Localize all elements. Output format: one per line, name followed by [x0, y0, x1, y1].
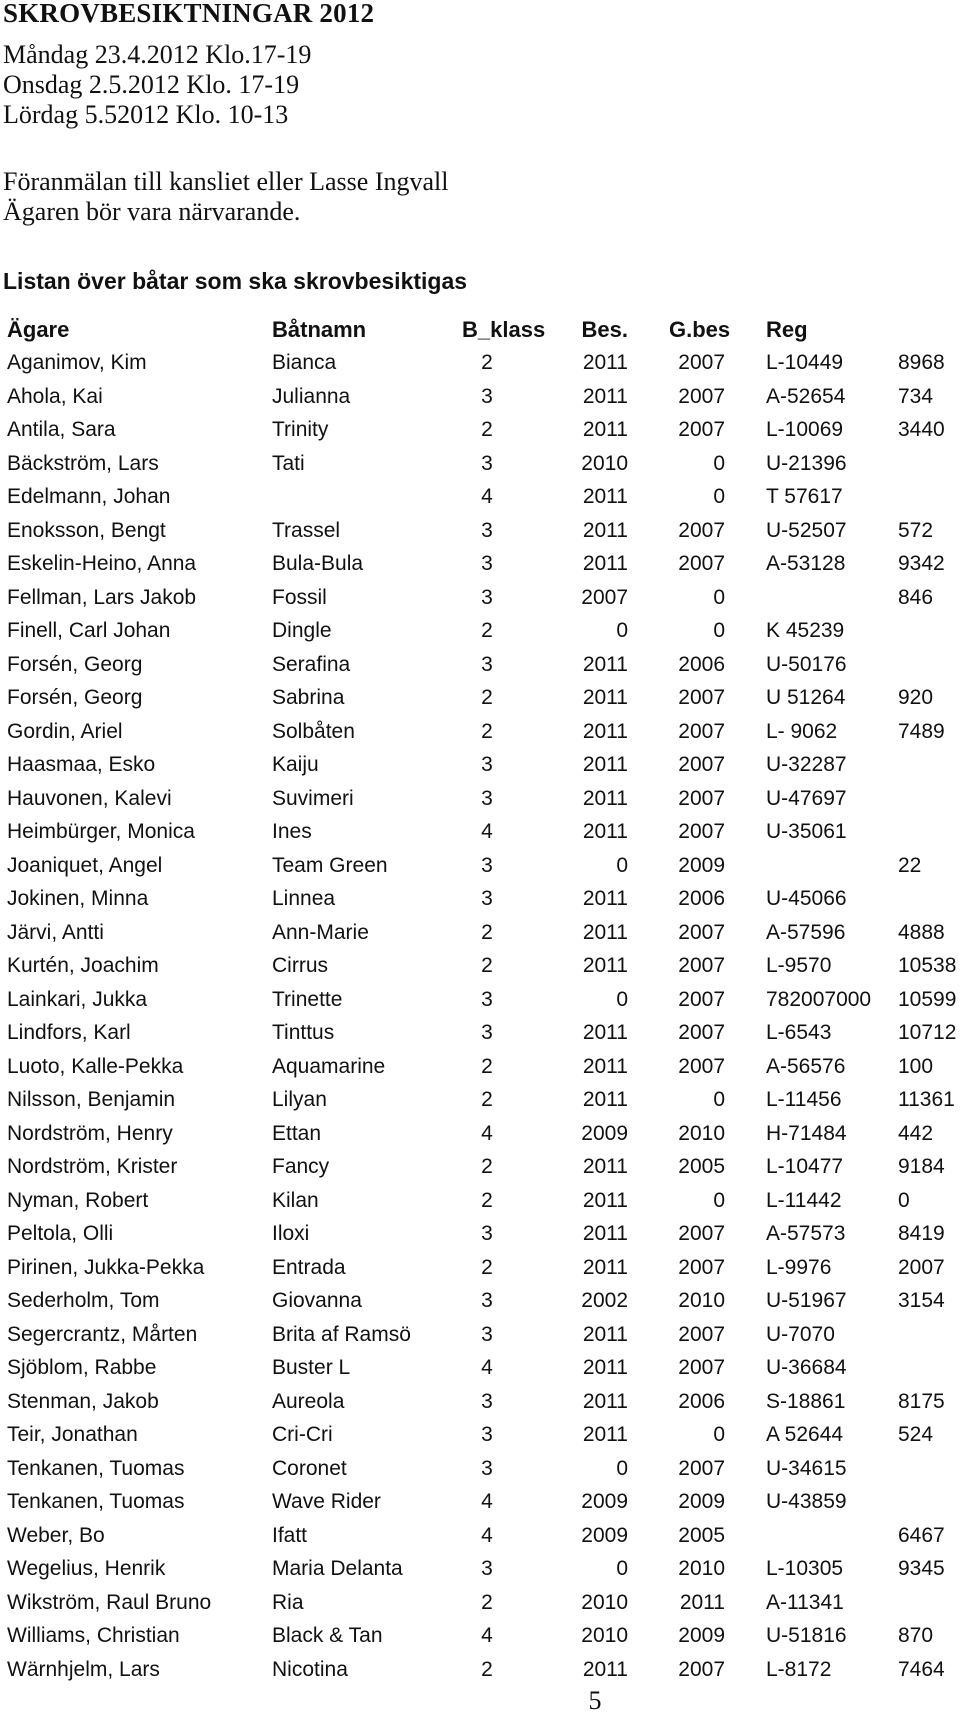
inspection-year-cell: 2010	[581, 1624, 628, 1647]
inspection-year-cell: 0	[616, 853, 628, 877]
boat-name-cell: Black & Tan	[272, 1624, 383, 1647]
boat-class-cell: 3	[481, 753, 493, 776]
owner-cell: Sjöblom, Rabbe	[7, 1356, 157, 1379]
owner-cell: Wikström, Raul Bruno	[7, 1590, 212, 1614]
base-inspection-year-cell: 2009	[678, 853, 725, 877]
registration-cell: A-53128	[766, 552, 846, 575]
boat-class-cell: 3	[481, 987, 493, 1011]
boat-class-cell: 2	[481, 1657, 493, 1681]
owner-cell: Lindfors, Karl	[7, 1021, 131, 1044]
boat-class-cell: 4	[481, 820, 493, 843]
number-cell: 7464	[898, 1657, 945, 1681]
base-inspection-year-cell: 2007	[678, 753, 725, 776]
boat-name-cell: Solbåten	[272, 719, 355, 743]
inspection-year-cell: 0	[616, 619, 628, 642]
boat-name-cell: Ann-Marie	[272, 920, 369, 944]
header-boat-class: B_klass	[462, 317, 546, 342]
base-inspection-year-cell: 2010	[678, 1121, 725, 1145]
owner-cell: Teir, Jonathan	[7, 1423, 138, 1446]
inspection-year-cell: 2011	[582, 1155, 628, 1178]
base-inspection-year-cell: 2007	[678, 954, 725, 977]
base-inspection-year-cell: 2007	[678, 1456, 725, 1480]
base-inspection-year-cell: 2007	[678, 384, 725, 408]
inspection-year-cell: 2011	[582, 820, 628, 843]
boat-class-cell: 3	[481, 585, 493, 609]
owner-cell: Luoto, Kalle-Pekka	[7, 1054, 184, 1078]
boat-class-cell: 4	[481, 1121, 493, 1145]
owner-cell: Nilsson, Benjamin	[7, 1088, 176, 1111]
number-cell: 9345	[898, 1557, 945, 1580]
boat-name-cell: Ines	[272, 820, 312, 843]
boat-name-cell: Dingle	[272, 619, 332, 642]
owner-cell: Tenkanen, Tuomas	[7, 1490, 185, 1513]
registration-cell: T 57617	[766, 485, 843, 508]
boat-name-cell: Cirrus	[272, 954, 328, 977]
inspection-year-cell: 2011	[582, 384, 628, 408]
owner-cell: Bäckström, Lars	[7, 451, 159, 475]
owner-cell: Williams, Christian	[7, 1624, 180, 1647]
boat-name-cell: Lilyan	[272, 1088, 327, 1111]
owner-cell: Kurtén, Joachim	[7, 954, 159, 977]
owner-cell: Aganimov, Kim	[7, 351, 147, 374]
inspection-year-cell: 2011	[582, 954, 628, 977]
schedule-line-3: Lördag 5.52012 Klo. 10-13	[3, 100, 289, 129]
base-inspection-year-cell: 2007	[678, 1255, 725, 1279]
number-cell: 11361	[898, 1088, 955, 1111]
boat-class-cell: 3	[481, 384, 493, 408]
boat-class-cell: 3	[481, 1456, 493, 1480]
boat-class-cell: 4	[481, 1624, 493, 1647]
registration-cell: U-34615	[766, 1456, 847, 1480]
inspection-year-cell: 2011	[582, 1423, 628, 1446]
inspection-year-cell: 2009	[581, 1121, 628, 1145]
number-cell: 9184	[898, 1155, 945, 1178]
inspection-year-cell: 2007	[581, 585, 628, 609]
base-inspection-year-cell: 2007	[678, 1657, 725, 1681]
base-inspection-year-cell: 2007	[678, 1222, 725, 1245]
number-cell: 3154	[898, 1289, 945, 1312]
owner-cell: Forsén, Georg	[7, 652, 143, 676]
registration-cell: A-57573	[766, 1222, 846, 1245]
owner-cell: Wärnhjelm, Lars	[7, 1657, 160, 1681]
number-cell: 8175	[898, 1389, 945, 1413]
boat-class-cell: 2	[481, 1155, 493, 1178]
boat-name-cell: Coronet	[272, 1456, 347, 1480]
boat-class-cell: 2	[481, 1088, 493, 1111]
inspection-year-cell: 2002	[581, 1289, 628, 1312]
number-cell: 920	[898, 686, 934, 709]
boat-name-cell: Tati	[272, 451, 305, 475]
registration-cell: L-9976	[766, 1255, 832, 1279]
inspection-year-cell: 2011	[582, 1188, 628, 1212]
registration-cell: L- 9062	[766, 719, 838, 743]
base-inspection-year-cell: 0	[713, 451, 725, 475]
boat-name-cell: Serafina	[272, 652, 351, 676]
registration-cell: L-6543	[766, 1021, 832, 1044]
owner-cell: Jokinen, Minna	[7, 887, 149, 910]
owner-cell: Segercrantz, Mårten	[7, 1322, 198, 1346]
base-inspection-year-cell: 2007	[678, 518, 725, 542]
number-cell: 10599	[898, 987, 957, 1011]
number-cell: 0	[898, 1188, 910, 1212]
base-inspection-year-cell: 2006	[678, 1389, 725, 1413]
boat-class-cell: 3	[481, 1222, 493, 1245]
registration-cell: A-52654	[766, 384, 846, 408]
registration-cell: L-11442	[766, 1188, 842, 1212]
registration-cell: L-11456	[766, 1088, 842, 1111]
inspection-year-cell: 2011	[582, 1054, 628, 1078]
number-cell: 9342	[898, 552, 945, 575]
boat-class-cell: 2	[481, 1054, 493, 1078]
boat-class-cell: 3	[481, 1021, 493, 1044]
owner-cell: Wegelius, Henrik	[7, 1557, 166, 1580]
boat-class-cell: 3	[481, 1423, 493, 1446]
owner-cell: Finell, Carl Johan	[7, 619, 171, 642]
boat-class-cell: 3	[481, 853, 493, 877]
boat-class-cell: 3	[481, 451, 493, 475]
registration-cell: U 51264	[766, 686, 846, 709]
inspection-year-cell: 2011	[582, 686, 628, 709]
number-cell: 6467	[898, 1523, 945, 1547]
base-inspection-year-cell: 0	[713, 1188, 725, 1212]
list-heading: Listan över båtar som ska skrovbesiktigas	[3, 268, 468, 294]
boat-class-cell: 2	[481, 1590, 493, 1614]
boat-name-cell: Ria	[272, 1590, 304, 1614]
boat-class-cell: 2	[481, 719, 493, 743]
inspection-year-cell: 2011	[582, 1021, 628, 1044]
owner-cell: Antila, Sara	[7, 418, 116, 441]
header-boat-name: Båtnamn	[272, 317, 367, 342]
registration-cell: U-7070	[766, 1322, 835, 1346]
boat-class-cell: 2	[481, 1188, 493, 1212]
inspection-year-cell: 2011	[582, 786, 628, 810]
inspection-year-cell: 2011	[582, 887, 628, 910]
base-inspection-year-cell: 2010	[678, 1557, 725, 1580]
boat-class-cell: 3	[481, 652, 493, 676]
boat-name-cell: Suvimeri	[272, 786, 354, 810]
boat-name-cell: Kaiju	[272, 753, 319, 776]
number-cell: 846	[898, 585, 934, 609]
owner-cell: Järvi, Antti	[7, 920, 104, 944]
owner-cell: Haasmaa, Esko	[7, 753, 156, 776]
inspection-year-cell: 2011	[582, 518, 628, 542]
inspection-year-cell: 0	[616, 987, 628, 1011]
boat-name-cell: Trinity	[272, 418, 329, 441]
boat-name-cell: Linnea	[272, 887, 336, 910]
header-base-inspection: G.bes	[669, 317, 731, 342]
number-cell: 8968	[898, 351, 945, 374]
boat-class-cell: 3	[481, 518, 493, 542]
inspection-year-cell: 2011	[582, 485, 628, 508]
base-inspection-year-cell: 2005	[678, 1155, 725, 1178]
registration-cell: U-36684	[766, 1356, 847, 1379]
owner-cell: Edelmann, Johan	[7, 485, 171, 508]
inspection-year-cell: 2011	[582, 652, 628, 676]
boat-name-cell: Aureola	[272, 1389, 345, 1413]
boat-name-cell: Bula-Bula	[272, 552, 364, 575]
boat-name-cell: Team Green	[272, 853, 388, 877]
base-inspection-year-cell: 2007	[678, 1322, 725, 1346]
boat-name-cell: Kilan	[272, 1188, 319, 1212]
registration-cell: A-11341	[766, 1590, 844, 1614]
base-inspection-year-cell: 0	[713, 1088, 725, 1111]
base-inspection-year-cell: 2005	[678, 1523, 725, 1547]
base-inspection-year-cell: 2009	[678, 1624, 725, 1647]
owner-cell: Heimbürger, Monica	[7, 820, 195, 843]
registration-cell: L-9570	[766, 954, 832, 977]
registration-cell: U-51816	[766, 1624, 847, 1647]
base-inspection-year-cell: 2007	[678, 418, 725, 441]
boat-name-cell: Maria Delanta	[272, 1557, 403, 1580]
owner-presence-note: Ägaren bör vara närvarande.	[3, 197, 301, 226]
boat-name-cell: Aquamarine	[272, 1054, 386, 1078]
owner-cell: Pirinen, Jukka-Pekka	[7, 1255, 205, 1279]
registration-cell: U-50176	[766, 652, 847, 676]
base-inspection-year-cell: 2007	[678, 786, 725, 810]
boat-name-cell: Fancy	[272, 1155, 330, 1178]
header-inspection: Bes.	[581, 317, 628, 342]
boat-name-cell: Trinette	[272, 987, 343, 1011]
base-inspection-year-cell: 2007	[678, 686, 725, 709]
header-registration: Reg	[766, 317, 808, 342]
registration-cell: U-51967	[766, 1289, 847, 1312]
number-cell: 10712	[898, 1021, 957, 1044]
number-cell: 3440	[898, 418, 945, 441]
base-inspection-year-cell: 2007	[678, 820, 725, 843]
owner-cell: Nordström, Henry	[7, 1121, 173, 1145]
registration-cell: U-45066	[766, 887, 847, 910]
registration-cell: L-10305	[766, 1557, 844, 1580]
boat-class-cell: 2	[481, 920, 493, 944]
owner-cell: Sederholm, Tom	[7, 1289, 160, 1312]
registration-cell: U-47697	[766, 786, 847, 810]
owner-cell: Joaniquet, Angel	[7, 853, 163, 877]
owner-cell: Ahola, Kai	[7, 384, 103, 408]
number-cell: 100	[898, 1054, 934, 1078]
base-inspection-year-cell: 2009	[678, 1490, 725, 1513]
boat-class-cell: 2	[481, 351, 493, 374]
inspection-year-cell: 2011	[582, 753, 628, 776]
boat-class-cell: 3	[481, 1557, 493, 1580]
boat-name-cell: Fossil	[272, 585, 327, 609]
boat-name-cell: Ifatt	[272, 1523, 308, 1547]
number-cell: 442	[898, 1121, 934, 1145]
registration-cell: A-56576	[766, 1054, 846, 1078]
base-inspection-year-cell: 0	[713, 585, 725, 609]
boat-class-cell: 3	[481, 786, 493, 810]
owner-cell: Weber, Bo	[7, 1523, 105, 1547]
registration-cell: L-10477	[766, 1155, 844, 1178]
boat-name-cell: Buster L	[272, 1356, 351, 1379]
boat-class-cell: 2	[481, 954, 493, 977]
owner-cell: Lainkari, Jukka	[7, 987, 148, 1011]
boat-class-cell: 3	[481, 1389, 493, 1413]
owner-cell: Gordin, Ariel	[7, 719, 123, 743]
owner-cell: Eskelin-Heino, Anna	[7, 552, 197, 575]
boat-name-cell: Tinttus	[272, 1021, 335, 1044]
boat-name-cell: Entrada	[272, 1255, 346, 1279]
inspection-year-cell: 2011	[582, 1356, 628, 1379]
registration-cell: A-57596	[766, 920, 846, 944]
owner-cell: Peltola, Olli	[7, 1222, 114, 1245]
registration-cell: L-10449	[766, 351, 844, 374]
inspection-year-cell: 2010	[581, 451, 628, 475]
page-number: 5	[588, 1686, 602, 1715]
boat-class-cell: 4	[481, 1490, 493, 1513]
base-inspection-year-cell: 2007	[678, 552, 725, 575]
owner-cell: Stenman, Jakob	[7, 1389, 159, 1413]
schedule-line-2: Onsdag 2.5.2012 Klo. 17-19	[3, 70, 300, 99]
owner-cell: Fellman, Lars Jakob	[7, 585, 197, 609]
base-inspection-year-cell: 2007	[678, 719, 725, 743]
inspection-year-cell: 2009	[581, 1523, 628, 1547]
base-inspection-year-cell: 2011	[679, 1590, 725, 1614]
owner-cell: Nordström, Krister	[7, 1155, 178, 1178]
registration-cell: U-43859	[766, 1490, 847, 1513]
base-inspection-year-cell: 2007	[678, 1356, 725, 1379]
inspection-year-cell: 2011	[582, 552, 628, 575]
boat-name-cell: Giovanna	[272, 1289, 362, 1312]
inspection-year-cell: 2011	[582, 1222, 628, 1245]
number-cell: 870	[898, 1624, 934, 1647]
registration-cell: L-10069	[766, 418, 844, 441]
boat-class-cell: 2	[481, 619, 493, 642]
boat-class-cell: 3	[481, 1322, 493, 1346]
registration-cell: K 45239	[766, 619, 845, 642]
inspection-year-cell: 2011	[582, 1389, 628, 1413]
inspection-year-cell: 2011	[582, 1657, 628, 1681]
base-inspection-year-cell: 2007	[678, 920, 725, 944]
registration-cell: U-52507	[766, 518, 847, 542]
boat-class-cell: 4	[481, 1523, 493, 1547]
inspection-year-cell: 2011	[582, 920, 628, 944]
boat-class-cell: 2	[481, 418, 493, 441]
registration-cell: L-8172	[766, 1657, 832, 1681]
inspection-year-cell: 2011	[582, 1322, 628, 1346]
boat-name-cell: Bianca	[272, 351, 337, 374]
boat-class-cell: 2	[481, 686, 493, 709]
inspection-year-cell: 0	[616, 1557, 628, 1580]
boat-name-cell: Cri-Cri	[272, 1423, 333, 1446]
base-inspection-year-cell: 2006	[678, 887, 725, 910]
boat-class-cell: 4	[481, 1356, 493, 1379]
number-cell: 2007	[898, 1255, 945, 1279]
inspection-year-cell: 2011	[582, 1255, 628, 1279]
base-inspection-year-cell: 0	[713, 1423, 725, 1446]
boat-class-cell: 4	[481, 485, 493, 508]
number-cell: 8419	[898, 1222, 945, 1245]
registration-cell: U-35061	[766, 820, 847, 843]
base-inspection-year-cell: 2007	[678, 987, 725, 1011]
base-inspection-year-cell: 2007	[678, 351, 725, 374]
schedule-line-1: Måndag 23.4.2012 Klo.17-19	[3, 40, 312, 69]
boat-class-cell: 3	[481, 1289, 493, 1312]
boat-name-cell: Iloxi	[272, 1222, 310, 1245]
registration-cell: H-71484	[766, 1121, 847, 1145]
boat-name-cell: Sabrina	[272, 686, 345, 709]
boat-class-cell: 2	[481, 1255, 493, 1279]
number-cell: 7489	[898, 719, 945, 743]
base-inspection-year-cell: 2010	[678, 1289, 725, 1312]
owner-cell: Forsén, Georg	[7, 686, 143, 709]
owner-cell: Tenkanen, Tuomas	[7, 1456, 185, 1480]
boat-class-cell: 3	[481, 552, 493, 575]
boat-name-cell: Brita af Ramsö	[272, 1322, 411, 1346]
number-cell: 524	[898, 1423, 934, 1446]
boat-class-cell: 3	[481, 887, 493, 910]
inspection-year-cell: 0	[616, 1456, 628, 1480]
base-inspection-year-cell: 2007	[678, 1054, 725, 1078]
registration-cell: S-18861	[766, 1389, 846, 1413]
header-owner: Ägare	[7, 317, 70, 342]
owner-cell: Enoksson, Bengt	[7, 518, 166, 542]
registration-cell: 782007000	[766, 987, 872, 1011]
base-inspection-year-cell: 0	[713, 485, 725, 508]
registration-cell: U-21396	[766, 451, 847, 475]
boat-name-cell: Trassel	[272, 518, 341, 542]
inspection-year-cell: 2010	[581, 1590, 628, 1614]
inspection-year-cell: 2011	[582, 1088, 628, 1111]
inspection-year-cell: 2011	[582, 351, 628, 374]
number-cell: 572	[898, 518, 934, 542]
boat-name-cell: Nicotina	[272, 1657, 348, 1681]
inspection-year-cell: 2011	[582, 719, 628, 743]
registration-cell: A 52644	[766, 1423, 844, 1446]
inspection-year-cell: 2011	[582, 418, 628, 441]
boat-name-cell: Ettan	[272, 1121, 322, 1145]
number-cell: 22	[898, 853, 922, 877]
owner-cell: Hauvonen, Kalevi	[7, 786, 172, 810]
registration-note: Föranmälan till kansliet eller Lasse Ingvall	[3, 167, 449, 196]
base-inspection-year-cell: 2006	[678, 652, 725, 676]
base-inspection-year-cell: 0	[713, 619, 725, 642]
base-inspection-year-cell: 2007	[678, 1021, 725, 1044]
owner-cell: Nyman, Robert	[7, 1188, 149, 1212]
inspection-year-cell: 2009	[581, 1490, 628, 1513]
number-cell: 4888	[898, 920, 945, 944]
number-cell: 734	[898, 384, 934, 408]
page-title: SKROVBESIKTNINGAR 2012	[3, 0, 375, 28]
number-cell: 10538	[898, 954, 957, 977]
boat-name-cell: Wave Rider	[272, 1490, 381, 1513]
registration-cell: U-32287	[766, 753, 847, 776]
boat-name-cell: Julianna	[272, 384, 351, 408]
